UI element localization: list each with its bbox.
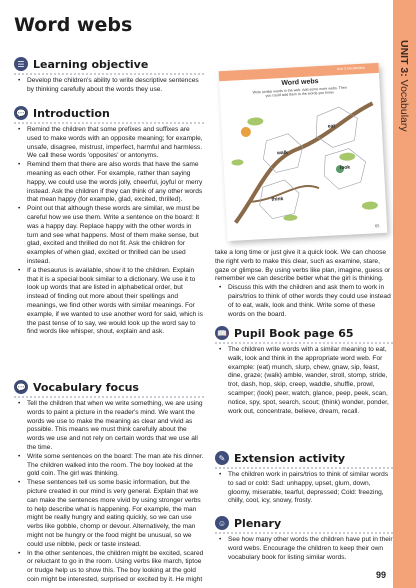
paragraph: take a long time or just give it a quick look. We can choose the right verb to make this clear, such as examine, stare, gaze or glimpse. By using verbs like plan, imagine, guess or remember we can describe better what the girl is thinking.	[215, 249, 391, 283]
section-heading: Pupil Book page 65	[234, 326, 354, 340]
pupil-book-section	[215, 324, 393, 416]
section-heading: Vocabulary focus	[33, 380, 139, 394]
web-node-look: look	[339, 164, 351, 172]
vocabulary-focus-section	[14, 378, 204, 585]
unit-side-tab	[393, 0, 416, 588]
learning-objective-section	[14, 55, 204, 95]
list-item: • Remind them that there are also words that have the same meaning as each other. For example, rather than saying happy, we could use the words jolly, cheerful, joyful or merry instead. Ask the children if they can think of any other words that mean happy (for example, glad, excited, thrilled).	[27, 161, 204, 205]
unit-label: UNIT 3:	[398, 40, 410, 77]
section-heading: Learning objective	[33, 57, 149, 71]
thumbnail-header: Unit 3 Vocabulary	[336, 65, 365, 72]
plenary-section	[215, 514, 393, 562]
list-item: • The children write words with a similar meaning to eat, walk, look and think in the appropriate word web. For example: (eat) munch, slurp, chew, gnaw, sip, feast, dine, graze; (walk) amble, wander, stroll, stomp, stride, trot, dash, hop, skip, creep, waddle, shuffle, prowl, scamper; (look) peer, watch, glance, peep, peek, scan, notice, spy, spot, search, scout; (think) wonder, ponder, work out, concentrate, believe, dream, recall.	[228, 346, 393, 416]
list-item: • Write some sentences on the board: The man ate his dinner. The children walked into the room. The boy looked at the gold coin. The girl was thinking.	[27, 453, 204, 479]
list-item: • In the other sentences, the children might be excited, scared or reluctant to go in the room. Using verbs like march, tiptoe or trudge help us to show this. The boy looking at the gold coin might be interested, surprised or excited by it. He might	[27, 550, 204, 585]
list-item: • Point out that although these words are similar, we must be careful how we use them. Write a sentence on the board: It was a happy day. Replace happy with the other words in turn and see what happens. Most of them make sense, but glad, excited and thrilled do not fit. Ask the children for examples of when glad, excited or thrilled can be used instead.	[27, 205, 204, 267]
list-item: • Remind the children that some prefixes and suffixes are used to make words with an opposite meaning; for example, unsafe, disagree, mistrust, imperfect, harmful and harmless. We call these words 'opposites' or antonyms.	[27, 126, 204, 161]
unit-topic: Vocabulary	[398, 79, 410, 132]
section-heading: Introduction	[33, 106, 110, 120]
web-node-eat: eat	[327, 123, 336, 130]
list-item: • See how many other words the children have put in their word webs. Encourage the children to keep their own vocabulary book for listing similar words.	[228, 536, 393, 562]
extension-activity-section	[215, 449, 393, 506]
right-column-continuation	[215, 249, 393, 319]
section-heading: Plenary	[234, 516, 282, 530]
list-icon: ☰	[14, 57, 28, 71]
people-icon: ☺	[215, 516, 229, 530]
list-item: • The children work in pairs/trios to think of similar words to sad or cold: Sad: unhappy, upset, glum, down, gloomy, miserable, tearful, depressed; Cold: freezing, chilly, cool, icy, snowy, frosty.	[228, 471, 393, 506]
list-item: • Develop the children's ability to write descriptive sentences by thinking carefully about the words they use.	[27, 77, 204, 95]
speech-bubble-icon: 💬	[14, 380, 28, 394]
page-number: 99	[376, 570, 387, 580]
thumbnail-title: Word webs	[281, 78, 319, 88]
list-item: • If a thesaurus is available, show it to the children. Explain that it is a special book similar to a dictionary. We use it to look up words that are listed in alphabetical order, but instead of finding out more about their spellings and meanings, we find other words with similar meanings. For example, if we wanted to use another word for said, which is the past tense of to say, we would look up the word say to find words like whisper, shout, explain and ask.	[27, 267, 204, 337]
web-node-think: think	[271, 196, 284, 203]
page-title: Word webs	[14, 14, 133, 36]
introduction-section	[14, 104, 204, 337]
list-item: • Discuss this with the children and ask them to work in pairs/trios to think of other words they could use instead of to eat, walk, look and think. Write some of these words on the board.	[228, 284, 393, 319]
list-item: • These sentences tell us some basic information, but the picture created in our mind is very general. Explain that we can make the sentences more vivid by using stronger verbs to help describe what is happening. For example, the man might be really hungry and eating quickly, so we can use verbs like gobble, chomp or devour. Alternatively, the man might not be hungry or the food might be unusual, so we could use nibble, peck or taste instead.	[27, 479, 204, 549]
pupil-book-thumbnail	[215, 55, 390, 245]
list-item: • Tell the children that when we write something, we are using words to paint a picture in the reader's mind. We want the words we use to make the meaning as clear and vivid as possible. This means we must think carefully about the words we use and not rely on certain words that we use all the time.	[27, 400, 204, 453]
web-node-walk: walk	[276, 149, 289, 157]
section-heading: Extension activity	[234, 451, 346, 465]
pencil-icon: ✎	[215, 451, 229, 465]
word-web-illustration	[224, 95, 383, 233]
thumbnail-instructions: Write similar words in the web. Add some more webs. Then you could add them to the words you know.	[252, 85, 347, 99]
speech-bubble-icon: 💬	[14, 106, 28, 120]
book-icon: 📖	[215, 326, 229, 340]
thumbnail-page-number: 65	[374, 223, 380, 229]
